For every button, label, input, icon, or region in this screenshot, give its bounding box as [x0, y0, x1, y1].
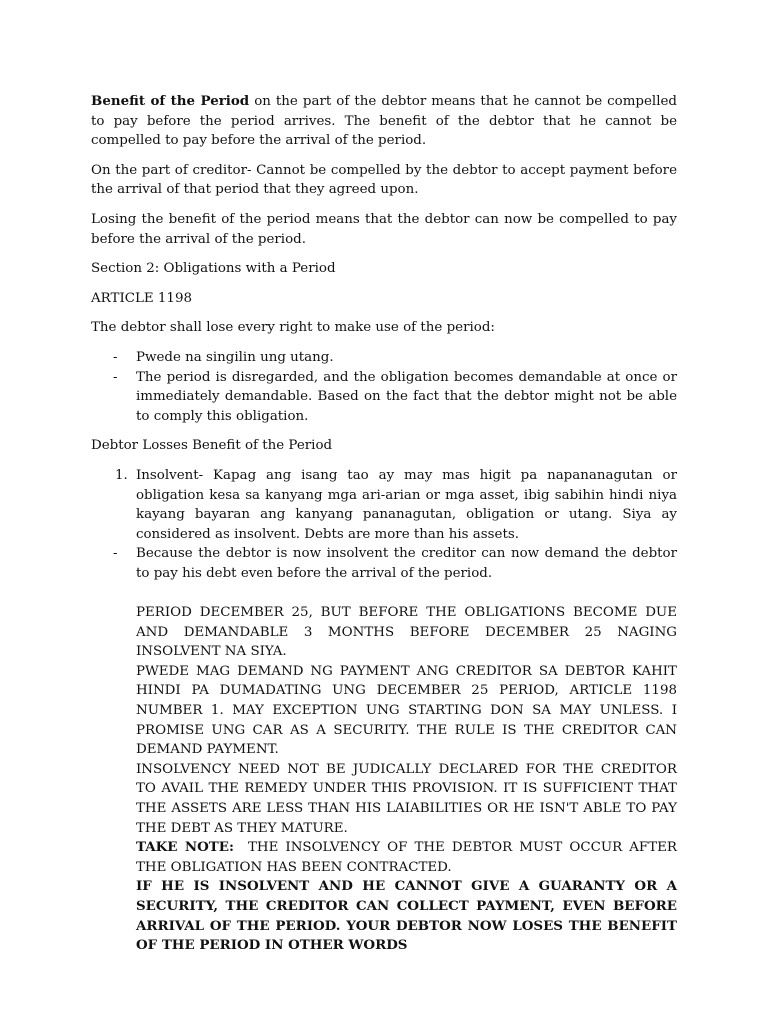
list-item-text: Insolvent- Kapag ang isang tao ay may mas higit pa napananagutan or obligation kesa sa kanyang mga ari-arian or mga asset, ibig sabihin hindi niya kayang bayaran ang kanyang pananagutan, obligation or utang. Siya ay considered as insolvent. Debts are more than his assets. — [136, 467, 677, 542]
bold-caps-paragraph — [136, 877, 677, 955]
dash-marker: - — [113, 546, 118, 562]
list-item — [91, 466, 677, 544]
dash-marker: - — [113, 369, 118, 385]
caps-paragraph: PWEDE MAG DEMAND NG PAYMENT ANG CREDITOR SA DEBTOR KAHIT HINDI PA DUMADATING UNG DECEMBER 25 PERIOD, ARTICLE 1198 NUMBER 1. MAY EXCEPTION UNG STARTING DON SA MAY UNLESS. I PROMISE UNG CAR AS A SECURITY. THE RULE IS THE CREDITOR CAN DEMAND PAYMENT. — [136, 663, 677, 758]
dash-marker: - — [113, 349, 118, 365]
list-item-text: The period is disregarded, and the obligation becomes demandable at once or immediately demandable. Based on the fact that the debtor might not be able to comply this obligation. — [136, 369, 677, 424]
dash-list — [91, 348, 677, 426]
document-page — [91, 92, 682, 956]
paragraph-text: on the part of the debtor means that he cannot be compelled to pay before the period arrives. The benefit of the debtor that he cannot be compelled to pay before the arrival of the period. — [91, 94, 677, 149]
paragraph-benefit-of-period — [91, 92, 677, 151]
paragraph-losing-benefit: Losing the benefit of the period means that the debtor can now be compelled to pay before the arrival of the period. — [91, 211, 677, 247]
notes-block — [91, 603, 682, 956]
list-item — [91, 544, 677, 583]
take-note-label: TAKE NOTE: — [136, 839, 234, 856]
spacer — [91, 583, 677, 603]
subheading-debtor-losses: Debtor Losses Benefit of the Period — [91, 438, 333, 454]
list-item-text: Because the debtor is now insolvent the creditor can now demand the debtor to pay his debt even before the arrival of the period. — [136, 546, 677, 581]
section-heading: Section 2: Obligations with a Period — [91, 261, 336, 277]
bold-term: Benefit of the Period — [91, 93, 250, 109]
intro-text: The debtor shall lose every right to make use of the period: — [91, 320, 495, 336]
take-note-text: THE INSOLVENCY OF THE DEBTOR MUST OCCUR AFTER THE OBLIGATION HAS BEEN CONTRACTED. — [136, 840, 682, 875]
caps-paragraph: PERIOD DECEMBER 25, BUT BEFORE THE OBLIGATIONS BECOME DUE AND DEMANDABLE 3 MONTHS BEFORE DECEMBER 25 NAGING INSOLVENT NA SIYA. — [136, 605, 677, 660]
bold-caps-text: IF HE IS INSOLVENT AND HE CANNOT GIVE A GUARANTY OR A SECURITY, THE CREDITOR CAN COLLECT PAYMENT, EVEN BEFORE ARRIVAL OF THE PERIOD. YOUR DEBTOR NOW LOSES THE BENEFIT OF THE PERIOD IN OTHER WORDS — [136, 878, 677, 954]
numbered-list — [91, 466, 677, 584]
take-note-paragraph — [136, 838, 682, 877]
list-item — [91, 348, 677, 368]
article-heading: ARTICLE 1198 — [91, 290, 192, 306]
paragraph-creditor: On the part of creditor- Cannot be compelled by the debtor to accept payment before the arrival of that period that they agreed upon. — [91, 162, 677, 198]
caps-paragraph: INSOLVENCY NEED NOT BE JUDICALLY DECLARED FOR THE CREDITOR TO AVAIL THE REMEDY UNDER THIS PROVISION. IT IS SUFFICIENT THAT THE ASSETS ARE LESS THAN HIS LAIABILITIES OR HE ISN'T ABLE TO PAY THE DEBT AS THEY MATURE. — [136, 761, 677, 836]
list-item-text: Pwede na singilin ung utang. — [136, 349, 334, 365]
list-item — [91, 368, 677, 427]
number-marker: 1. — [115, 467, 128, 483]
